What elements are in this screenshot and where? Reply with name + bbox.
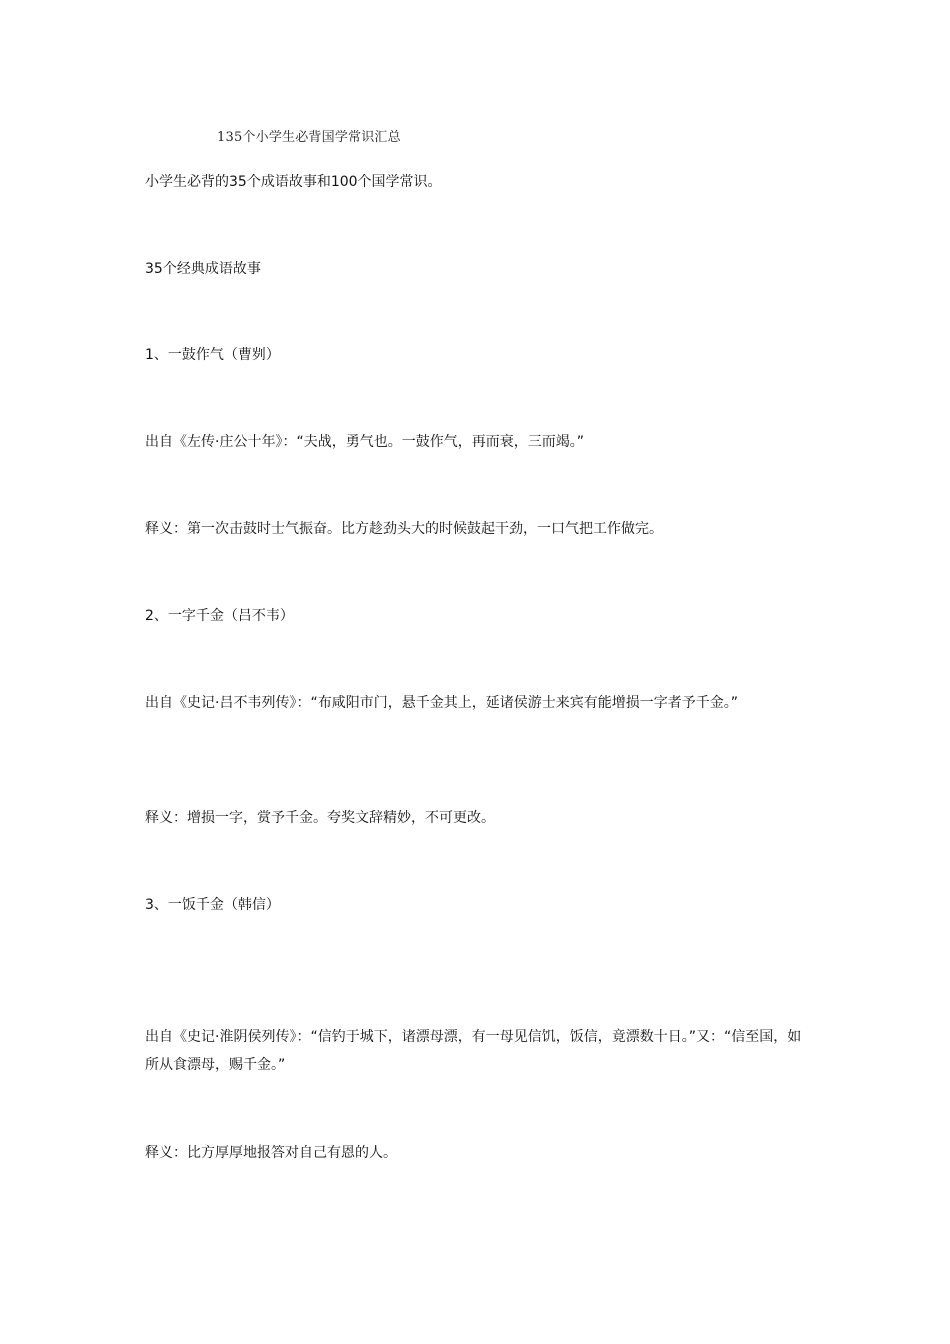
story-2-heading: 2、一字千金（吕不韦）: [145, 608, 294, 624]
story-1-heading: 1、一鼓作气（曹刿）: [145, 347, 280, 363]
story-3-source: 出自《史记·淮阴侯列传》：“信钓于城下，诸漂母漂，有一母见信饥，饭信，竟漂数十日。”又：“信至国，如所从食漂母，赐千金。”: [145, 1029, 802, 1073]
document-title: 135个小学生必背国学常识汇总: [217, 130, 401, 145]
story-3-heading: 3、一饭千金（韩信）: [145, 897, 280, 913]
intro-paragraph: 小学生必背的35个成语故事和100个国学常识。: [145, 174, 442, 190]
story-2-source: 出自《史记·吕不韦列传》：“布咸阳市门，悬千金其上，延诸侯游士来宾有能增损一字者予千金。”: [145, 695, 738, 711]
story-1-meaning: 释义：第一次击鼓时士气振奋。比方趁劲头大的时候鼓起干劲，一口气把工作做完。: [145, 521, 663, 537]
story-2-meaning: 释义：增损一字，赏予千金。夸奖文辞精妙，不可更改。: [145, 810, 495, 826]
section-heading: 35个经典成语故事: [145, 261, 261, 277]
story-3-meaning: 释义：比方厚厚地报答对自己有恩的人。: [145, 1145, 397, 1161]
story-1-source: 出自《左传·庄公十年》：“夫战，勇气也。一鼓作气，再而衰，三而竭。”: [145, 434, 584, 450]
